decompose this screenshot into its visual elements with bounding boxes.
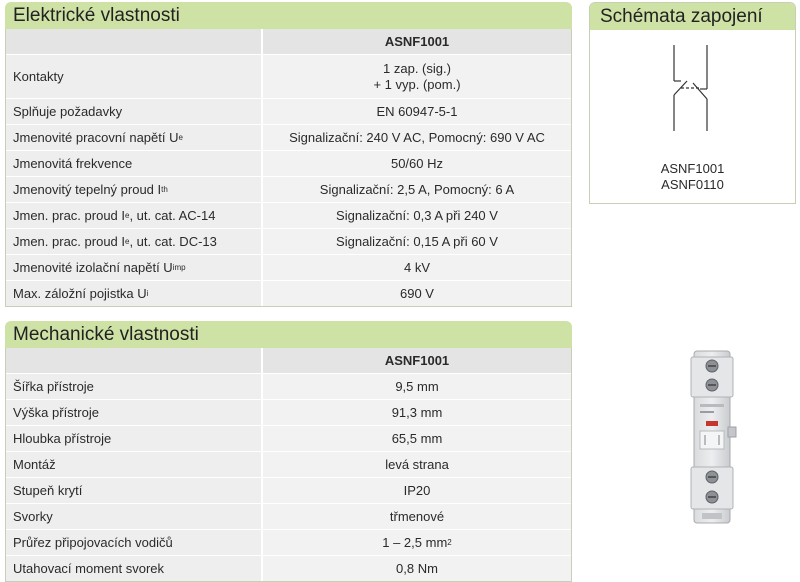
row-value: 0,8 Nm — [263, 556, 571, 581]
value-line: 1 zap. (sig.) — [383, 60, 451, 76]
row-label — [6, 177, 263, 202]
table-row — [6, 556, 571, 581]
row-label — [6, 125, 263, 150]
label-subscript: th — [161, 185, 168, 194]
row-value — [263, 55, 571, 98]
schema-label: ASNF1001 — [660, 161, 725, 176]
row-label: Hloubka přístroje — [6, 426, 263, 451]
row-value — [263, 530, 571, 555]
table-row — [6, 530, 571, 556]
label-text: Jmen. prac. proud I — [13, 234, 125, 249]
label-text: , ut. cat. DC-13 — [129, 234, 217, 249]
row-value: 91,3 mm — [263, 400, 571, 425]
row-label — [6, 203, 263, 228]
value-line: + 1 vyp. (pom.) — [373, 76, 461, 92]
row-label: Jmenovitá frekvence — [6, 151, 263, 176]
table-row — [6, 229, 571, 255]
schema-label: ASNF0110 — [661, 177, 724, 192]
table-row — [6, 203, 571, 229]
row-value: IP20 — [263, 478, 571, 503]
row-label: Šířka přístroje — [6, 374, 263, 399]
table-row — [6, 452, 571, 478]
row-label: Svorky — [6, 504, 263, 529]
table-header-row — [6, 348, 571, 374]
mechanical-title: Mechanické vlastnosti — [5, 321, 572, 348]
table-row — [6, 426, 571, 452]
table-row — [6, 255, 571, 281]
label-text: Jmenovité izolační napětí U — [13, 260, 173, 275]
table-row — [6, 478, 571, 504]
electrical-properties-section — [5, 2, 572, 307]
schema-title: Schémata zapojení — [590, 3, 795, 30]
table-row — [6, 374, 571, 400]
electrical-title: Elektrické vlastnosti — [5, 2, 572, 29]
electrical-table — [5, 29, 572, 307]
table-row — [6, 281, 571, 306]
label-subscript: i — [146, 289, 149, 298]
table-row — [6, 504, 571, 530]
value-text: 1 – 2,5 mm — [382, 535, 448, 550]
row-label: Výška přístroje — [6, 400, 263, 425]
row-value: 4 kV — [263, 255, 571, 280]
row-label: Kontakty — [6, 55, 263, 98]
table-row — [6, 151, 571, 177]
table-row — [6, 125, 571, 151]
header-empty-cell — [6, 29, 263, 54]
row-label: Průřez připojovacích vodičů — [6, 530, 263, 555]
mechanical-properties-section — [5, 321, 572, 582]
contact-schematic-icon — [590, 31, 795, 161]
row-value: 690 V — [263, 281, 571, 306]
row-label — [6, 281, 263, 306]
row-label: Utahovací moment svorek — [6, 556, 263, 581]
row-label: Splňuje požadavky — [6, 99, 263, 124]
auxiliary-contact-device-image — [688, 349, 740, 527]
row-label — [6, 229, 263, 254]
row-label: Montáž — [6, 452, 263, 477]
value-superscript: 2 — [447, 538, 452, 547]
table-row — [6, 177, 571, 203]
label-subscript: e — [125, 237, 130, 246]
label-subscript: imp — [172, 263, 186, 272]
row-value: Signalizační: 0,3 A při 240 V — [263, 203, 571, 228]
label-text: Max. záložní pojistka U — [13, 286, 147, 301]
model-header: ASNF1001 — [263, 29, 571, 54]
row-value: EN 60947-5-1 — [263, 99, 571, 124]
table-row — [6, 55, 571, 99]
mechanical-table — [5, 348, 572, 582]
table-header-row — [6, 29, 571, 55]
row-value: Signalizační: 2,5 A, Pomocný: 6 A — [263, 177, 571, 202]
wiring-schema-section — [589, 2, 796, 204]
model-header: ASNF1001 — [263, 348, 571, 373]
label-text: Jmenovitý tepelný proud I — [13, 182, 162, 197]
row-value: 50/60 Hz — [263, 151, 571, 176]
row-value: 65,5 mm — [263, 426, 571, 451]
header-empty-cell — [6, 348, 263, 373]
row-label — [6, 255, 263, 280]
label-text: , ut. cat. AC-14 — [129, 208, 216, 223]
table-row — [6, 400, 571, 426]
row-value: Signalizační: 0,15 A při 60 V — [263, 229, 571, 254]
label-text: Jmenovité pracovní napětí U — [13, 130, 179, 145]
table-row — [6, 99, 571, 125]
label-subscript: e — [125, 211, 130, 220]
row-value: levá strana — [263, 452, 571, 477]
row-label: Stupeň krytí — [6, 478, 263, 503]
label-text: Jmen. prac. proud I — [13, 208, 125, 223]
row-value: třmenové — [263, 504, 571, 529]
row-value: Signalizační: 240 V AC, Pomocný: 690 V AC — [263, 125, 571, 150]
row-value: 9,5 mm — [263, 374, 571, 399]
schema-labels — [590, 161, 795, 193]
label-subscript: e — [178, 133, 183, 142]
